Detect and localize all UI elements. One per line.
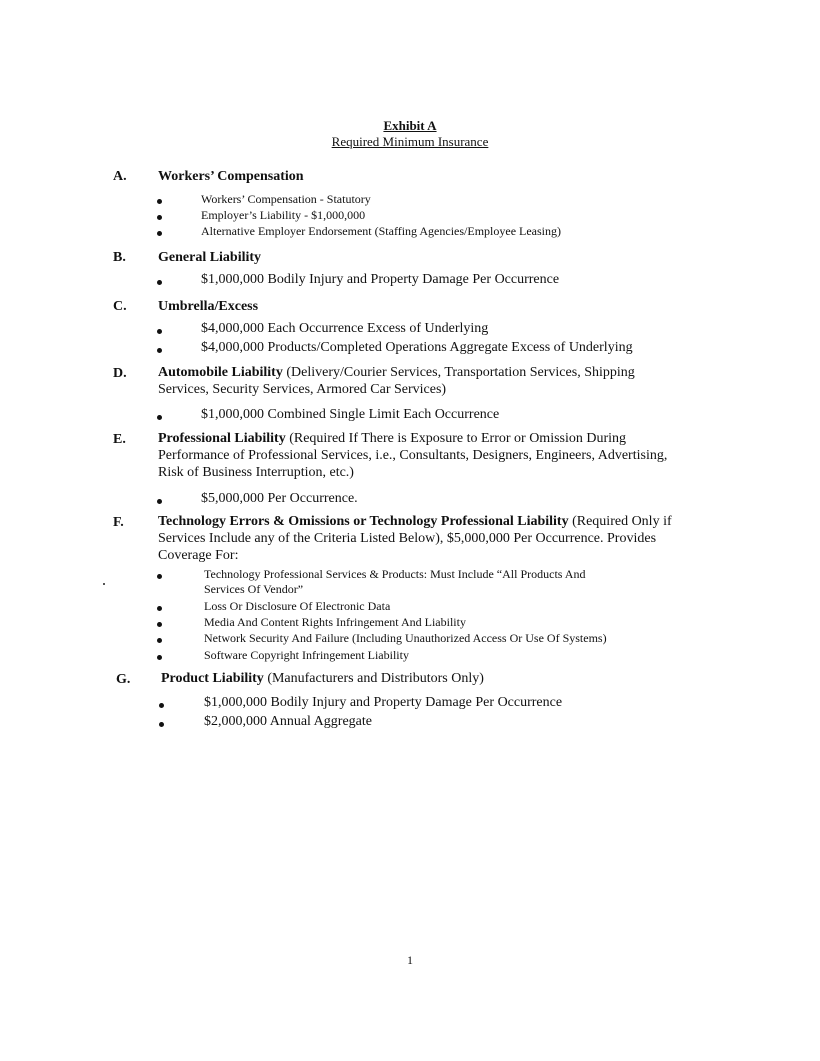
section-heading xyxy=(158,364,718,398)
heading-text: General Liability xyxy=(158,250,262,265)
list-item: Workers’ Compensation - Statutory xyxy=(201,192,371,206)
bullet-icon xyxy=(157,348,162,353)
section-heading xyxy=(158,168,718,185)
heading-text: Automobile Liability xyxy=(158,365,283,380)
bullet-icon xyxy=(157,280,162,285)
list-item: Network Security And Failure (Including Unauthorized Access Or Use Of Systems) xyxy=(204,631,607,645)
section-heading xyxy=(158,513,778,564)
bullet-icon xyxy=(159,722,164,727)
list-item: $1,000,000 Bodily Injury and Property Damage Per Occurrence xyxy=(204,695,563,710)
section-letter: G. xyxy=(116,672,131,687)
list-item: $2,000,000 Annual Aggregate xyxy=(204,714,372,729)
list-item: $1,000,000 Bodily Injury and Property Damage Per Occurrence xyxy=(201,272,560,287)
heading-note: Performance of Professional Services, i.e., Consultants, Designers, Engineers, Advertising, xyxy=(158,448,668,463)
section-heading xyxy=(158,430,758,481)
heading-text: Technology Errors & Omissions or Technology Professional Liability xyxy=(158,514,569,529)
section-heading xyxy=(161,670,721,687)
exhibit-title: Exhibit A xyxy=(383,118,437,133)
list-item: $4,000,000 Each Occurrence Excess of Underlying xyxy=(201,321,489,336)
list-item: $4,000,000 Products/Completed Operations Aggregate Excess of Underlying xyxy=(201,340,633,355)
list-item: Software Copyright Infringement Liability xyxy=(204,648,409,662)
list-item: Media And Content Rights Infringement And Liability xyxy=(204,615,466,629)
list-item: Technology Professional Services & Products: Must Include “All Products And xyxy=(204,567,586,581)
heading-note: (Delivery/Courier Services, Transportation Services, Shipping xyxy=(282,365,635,380)
bullet-icon xyxy=(157,606,162,611)
heading-note: Services Include any of the Criteria Listed Below), $5,000,000 Per Occurrence. Provides xyxy=(158,531,657,546)
heading-text: Umbrella/Excess xyxy=(158,299,259,314)
heading-text: Professional Liability xyxy=(158,431,286,446)
list-item: Employer’s Liability - $1,000,000 xyxy=(201,208,366,222)
bullet-icon xyxy=(157,199,162,204)
section-heading xyxy=(158,249,718,266)
bullet-icon xyxy=(157,329,162,334)
page-number: 1 xyxy=(407,953,413,967)
heading-note: Coverage For: xyxy=(158,548,239,563)
bullet-icon xyxy=(157,638,162,643)
bullet-icon xyxy=(159,703,164,708)
list-item: $1,000,000 Combined Single Limit Each Occurrence xyxy=(201,407,500,422)
bullet-icon xyxy=(157,231,162,236)
list-item: Loss Or Disclosure Of Electronic Data xyxy=(204,599,391,613)
section-letter: F. xyxy=(113,515,124,530)
section-letter: D. xyxy=(113,366,127,381)
bullet-icon xyxy=(157,415,162,420)
list-item: Alternative Employer Endorsement (Staffing Agencies/Employee Leasing) xyxy=(201,224,562,238)
heading-note: Risk of Business Interruption, etc.) xyxy=(158,465,354,480)
heading-text: Product Liability xyxy=(161,671,264,686)
heading-note: Services, Security Services, Armored Car Services) xyxy=(158,382,447,397)
bullet-icon xyxy=(157,215,162,220)
list-item: Services Of Vendor” xyxy=(204,582,304,596)
list-item: $5,000,000 Per Occurrence. xyxy=(201,491,358,506)
section-letter: A. xyxy=(113,169,127,184)
section-heading xyxy=(158,298,718,315)
section-letter: C. xyxy=(113,299,127,314)
heading-note: (Required If There is Exposure to Error or Omission During xyxy=(285,431,627,446)
heading-text: Workers’ Compensation xyxy=(158,169,304,184)
bullet-icon xyxy=(157,499,162,504)
bullet-icon xyxy=(157,655,162,660)
bullet-icon xyxy=(157,574,162,579)
bullet-icon xyxy=(157,622,162,627)
heading-note: (Required Only if xyxy=(568,514,672,529)
section-letter: B. xyxy=(113,250,126,265)
heading-note: (Manufacturers and Distributors Only) xyxy=(263,671,484,686)
scan-mark xyxy=(103,583,105,585)
section-letter: E. xyxy=(113,432,126,447)
exhibit-subtitle: Required Minimum Insurance xyxy=(331,134,489,149)
